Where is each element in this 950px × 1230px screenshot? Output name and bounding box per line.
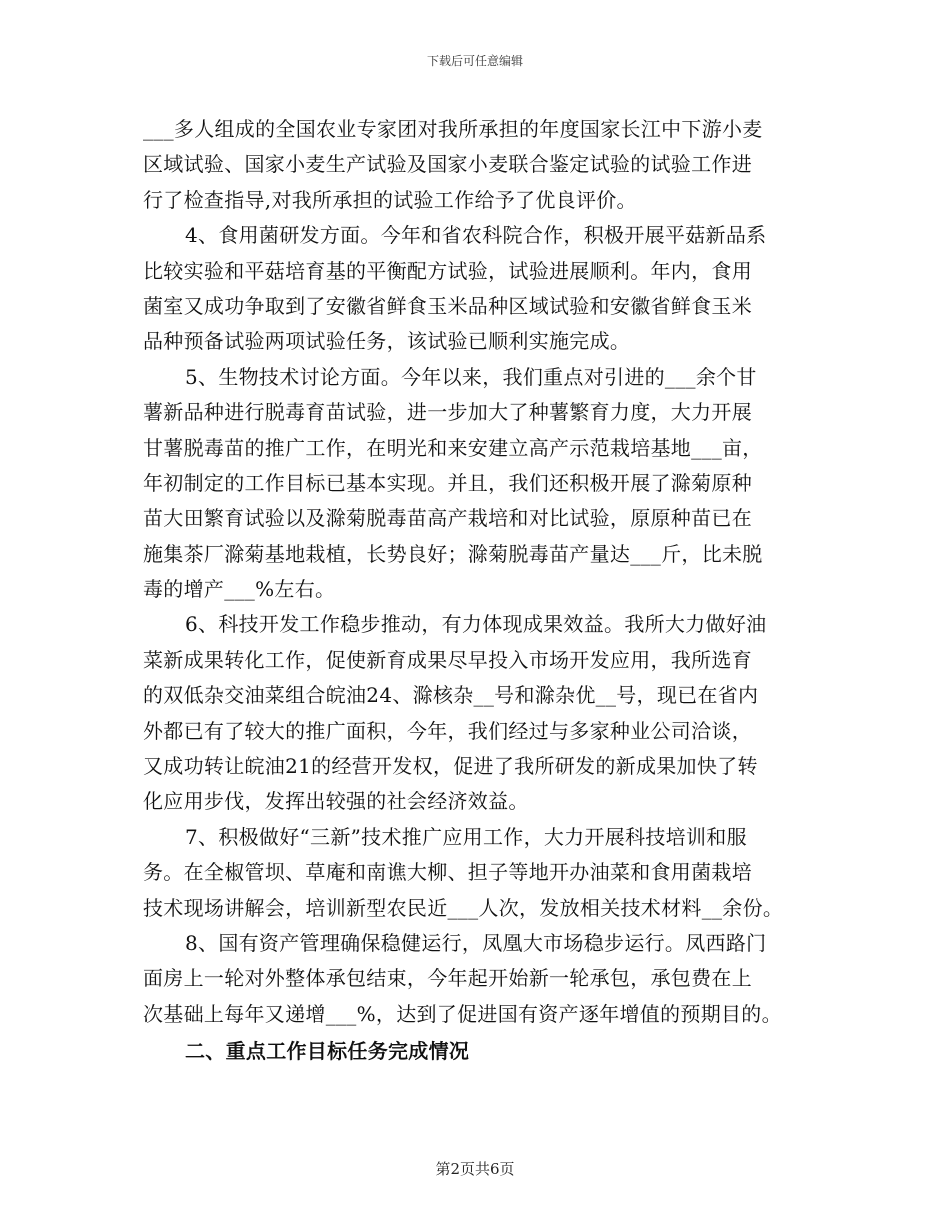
body-line: 品种预备试验两项试验任务，该试验已顺利实施完成。 [143,329,631,354]
body-line: 行了检查指导,对我所承担的试验工作给予了优良评价。 [143,187,637,212]
body-line: 苗大田繁育试验以及滁菊脱毒苗高产栽培和对比试验，原原种苗已在 [143,506,752,531]
page-number-footer: 第2页共6页 [435,1160,515,1178]
body-line: 施集茶厂滁菊基地栽植，长势良好；滁菊脱毒苗产量达___斤，比未脱 [143,541,763,566]
body-line: 外都已有了较大的推广面积，今年，我们经过与多家种业公司洽谈， [143,718,752,743]
body-line: 菌室又成功争取到了安徽省鲜食玉米品种区域试验和安徽省鲜食玉米 [143,293,752,318]
paragraph-start-line: 4、食用菌研发方面。今年和省农科院合作，积极开展平菇新品系 [185,223,767,248]
body-line: 比较实验和平菇培育基的平衡配方试验，试验进展顺利。年内，食用 [143,258,752,283]
body-line: 技术现场讲解会，培训新型农民近___人次，发放相关技术材料__余份。 [143,895,784,920]
body-line: 菜新成果转化工作，促使新育成果尽早投入市场开发应用，我所选育 [143,647,752,672]
body-line: ___多人组成的全国农业专家团对我所承担的年度国家长江中下游小麦 [143,117,763,141]
paragraph-start-line: 5、生物技术讨论方面。今年以来，我们重点对引进的___余个甘 [185,364,757,389]
body-line: 薯新品种进行脱毒育苗试验，进一步加大了种薯繁育力度，大力开展 [143,400,752,425]
page-header: 下载后可任意编辑 [426,54,523,68]
body-line: 务。在全椒管坝、草庵和南谯大柳、担子等地开办油菜和食用菌栽培 [143,860,752,885]
paragraph-start-line: 7、积极做好“三新”技术推广应用工作，大力开展科技培训和服 [185,824,747,849]
body-line: 区域试验、国家小麦生产试验及国家小麦联合鉴定试验的试验工作进 [143,152,752,177]
body-line: 甘薯脱毒苗的推广工作，在明光和来安建立高产示范栽培基地___亩， [143,435,763,460]
body-line: 毒的增产___%左右。 [143,577,336,602]
section-heading: 二、重点工作目标任务完成情况 [185,1039,470,1064]
body-line: 年初制定的工作目标已基本实现。并且，我们还积极开展了滁菊原种 [143,470,752,495]
paragraph-start-line: 6、科技开发工作稳步推动，有力体现成果效益。我所大力做好油 [185,612,767,637]
body-line: 化应用步伐，发挥出较强的社会经济效益。 [143,789,529,814]
paragraph-start-line: 8、国有资产管理确保稳健运行，凤凰大市场稳步运行。凤西路门 [185,930,767,955]
body-line: 又成功转让皖油21的经营开发权，促进了我所研发的新成果加快了转 [143,754,758,779]
document-body [143,112,815,1070]
body-line: 面房上一轮对外整体承包结束，今年起开始新一轮承包，承包费在上 [143,966,752,991]
body-line: 次基础上每年又递增___%，达到了促进国有资产逐年增值的预期目的。 [143,1001,782,1026]
body-line: 的双低杂交油菜组合皖油24、滁核杂__号和滁杂优__号，现已在省内 [143,683,759,708]
